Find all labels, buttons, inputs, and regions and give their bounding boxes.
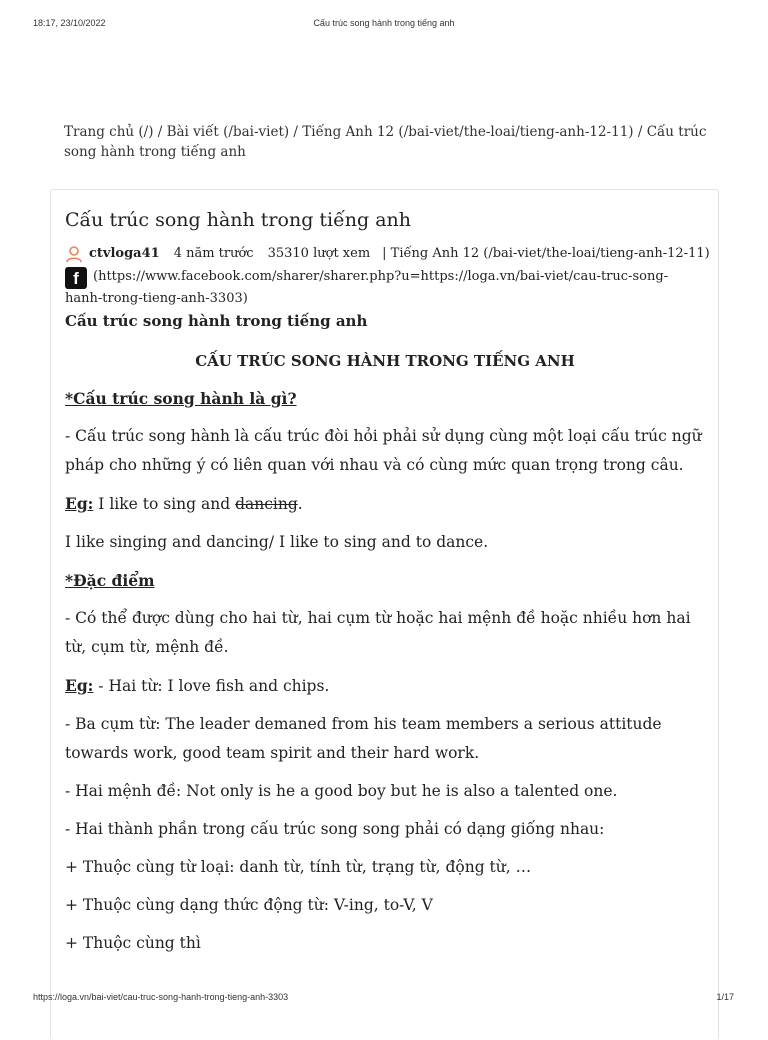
article-subheading: Cấu trúc song hành trong tiếng anh bbox=[65, 312, 368, 330]
view-count: 35310 lượt xem bbox=[267, 246, 371, 261]
example-1-correction: I like singing and dancing/ I like to sing and to dance. bbox=[65, 533, 489, 551]
user-icon bbox=[65, 245, 83, 263]
breadcrumb[interactable]: Trang chủ (/) / Bài viết (/bai-viet) / Tiếng Anh 12 (/bai-viet/the-loai/tieng-anh-12-11) / Cấu trúc song hành trong tiếng anh bbox=[64, 124, 707, 160]
features-paragraph: - Có thể được dùng cho hai từ, hai cụm từ hoặc hai mệnh đề hoặc nhiều hơn hai từ, cụm từ, mệnh đề. bbox=[65, 609, 691, 656]
bullet-item: + Thuộc cùng thì bbox=[65, 934, 201, 952]
clause-example: - Hai mệnh đề: Not only is he a good boy but he is also a talented one. bbox=[65, 782, 618, 800]
example-2: Eg: - Hai từ: I love fish and chips. bbox=[65, 676, 330, 695]
post-time: 4 năm trước bbox=[173, 246, 254, 261]
facebook-share[interactable] bbox=[65, 267, 705, 309]
eg-label: Eg: bbox=[65, 676, 94, 695]
main-heading: CẤU TRÚC SONG HÀNH TRONG TIẾNG ANH bbox=[195, 352, 575, 370]
eg-label: Eg: bbox=[65, 494, 94, 513]
page-number: 1/17 bbox=[716, 992, 734, 1002]
bullet-item: + Thuộc cùng từ loại: danh từ, tính từ, trạng từ, động từ, … bbox=[65, 858, 532, 876]
facebook-icon[interactable]: f bbox=[65, 267, 87, 289]
author-link[interactable]: ctvloga41 bbox=[89, 246, 160, 261]
section-heading-definition: *Cấu trúc song hành là gì? bbox=[65, 389, 297, 408]
phrase-example: - Ba cụm từ: The leader demaned from his team members a serious attitude towards work, good team spirit and their hard work. bbox=[65, 715, 662, 762]
article-meta bbox=[65, 245, 710, 263]
article-card bbox=[50, 189, 719, 1040]
print-footer bbox=[0, 992, 768, 1006]
print-header bbox=[0, 18, 768, 32]
print-page-title: Cấu trúc song hành trong tiếng anh bbox=[313, 18, 455, 28]
category-link[interactable]: | Tiếng Anh 12 (/bai-viet/the-loai/tieng-anh-12-11) bbox=[382, 246, 710, 261]
example-1: Eg: I like to sing and dancing. bbox=[65, 494, 303, 513]
definition-paragraph: - Cấu trúc song hành là cấu trúc đòi hỏi phải sử dụng cùng một loại cấu trúc ngữ pháp cho những ý có liên quan với nhau và có cùng mức quan trọng trong câu. bbox=[65, 427, 702, 474]
bullet-item: + Thuộc cùng dạng thức động từ: V-ing, to-V, V bbox=[65, 896, 433, 914]
section-heading-features: *Đặc điểm bbox=[65, 571, 155, 590]
print-datetime: 18:17, 23/10/2022 bbox=[33, 18, 106, 28]
rule-paragraph: - Hai thành phần trong cấu trúc song song phải có dạng giống nhau: bbox=[65, 820, 605, 838]
struck-word: dancing bbox=[235, 495, 298, 513]
article-title: Cấu trúc song hành trong tiếng anh bbox=[65, 209, 412, 231]
print-url: https://loga.vn/bai-viet/cau-truc-song-hanh-trong-tieng-anh-3303 bbox=[33, 992, 289, 1002]
share-link[interactable]: (https://www.facebook.com/sharer/sharer.php?u=https://loga.vn/bai-viet/cau-truc-song-hanh-trong-tieng-anh-3303) bbox=[65, 269, 669, 306]
article-content bbox=[65, 190, 710, 958]
